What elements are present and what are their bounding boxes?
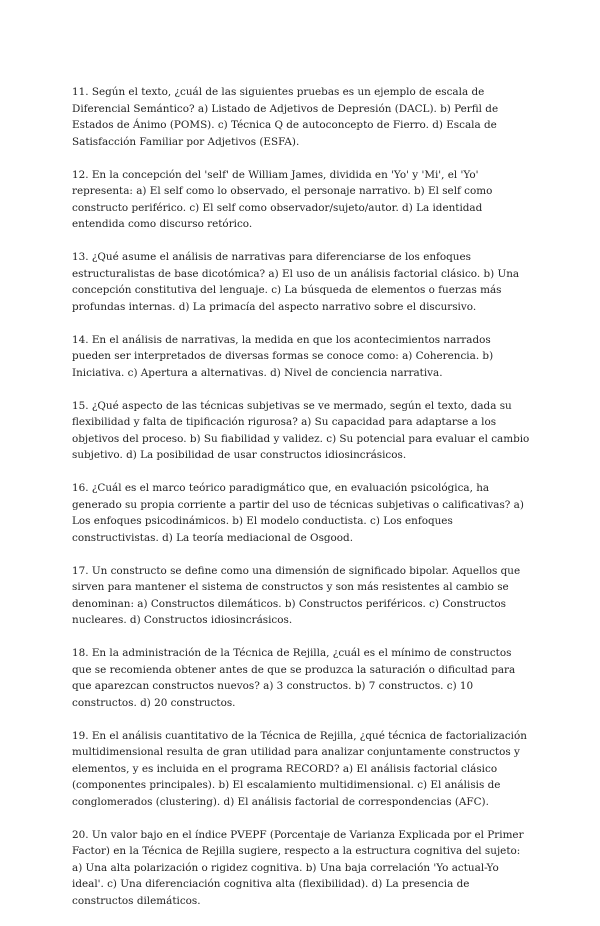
question-17: 17. Un constructo se define como una dimensión de significado bipolar. Aquellos que sirven para mantener el sistema de constructos y son más resistentes al cambio se denominan: a) Constructos dilemáticos. b) Constructos periféricos. c) Constructos nucleares. d) Constructos idiosincrásicos. bbox=[72, 564, 521, 626]
question-13: 13. ¿Qué asume el análisis de narrativas para diferenciarse de los enfoques estructuralistas de base dicotómica? a) El uso de un análisis factorial clásico. b) Una concepción constitutiva del lenguaje. c) La búsqueda de elementos o fuerzas más profundas internas. d) La primacía del aspecto narrativo sobre el discursivo. bbox=[72, 251, 520, 313]
question-19: 19. En el análisis cuantitativo de la Técnica de Rejilla, ¿qué técnica de factorialización multidimensional resulta de gran utilidad para analizar conjuntamente constructos y elementos, y es incluida en el programa RECORD? a) El análisis factorial clásico (componentes principales). b) El escalamiento multidimensional. c) El análisis de conglomerados (clustering). d) El análisis factorial de correspondencias (AFC). bbox=[72, 729, 527, 808]
question-16: 16. ¿Cuál es el marco teórico paradigmático que, en evaluación psicológica, ha generado su propia corriente a partir del uso de técnicas subjetivas o calificativas? a) Los enfoques psicodinámicos. b) El modelo conductista. c) Los enfoques constructivistas. d) La teoría mediacional de Osgood. bbox=[72, 482, 524, 544]
question-12: 12. En la concepción del 'self' de William James, dividida en 'Yo' y 'Mi', el 'Yo' representa: a) El self como lo observado, el personaje narrativo. b) El self como constructo periférico. c) El self como observador/sujeto/autor. d) La identidad entendida como discurso retórico. bbox=[72, 168, 493, 230]
document-page bbox=[72, 84, 532, 926]
question-11: 11. Según el texto, ¿cuál de las siguientes pruebas es un ejemplo de escala de Diferencial Semántico? a) Listado de Adjetivos de Depresión (DACL). b) Perfil de Estados de Ánimo (POMS). c) Técnica Q de autoconcepto de Fierro. d) Escala de Satisfacción Familiar por Adjetivos (ESFA). bbox=[72, 86, 499, 148]
question-15: 15. ¿Qué aspecto de las técnicas subjetivas se ve mermado, según el texto, dada su flexibilidad y falta de tipificación rigurosa? a) Su capacidad para adaptarse a los objetivos del proceso. b) Su fiabilidad y validez. c) Su potencial para evaluar el cambio subjetivo. d) La posibilidad de usar constructos idiosincrásicos. bbox=[72, 399, 530, 461]
question-20: 20. Un valor bajo en el índice PVEPF (Porcentaje de Varianza Explicada por el Primer Factor) en la Técnica de Rejilla sugiere, respecto a la estructura cognitiva del sujeto: a) Una alta polarización o rigidez cognitiva. b) Una baja correlación 'Yo actual-Yo ideal'. c) Una diferenciación cognitiva alta (flexibilidad). d) La presencia de constructos dilemáticos. bbox=[72, 828, 524, 907]
question-14: 14. En el análisis de narrativas, la medida en que los acontecimientos narrados pueden ser interpretados de diversas formas se conoce como: a) Coherencia. b) Iniciativa. c) Apertura a alternativas. d) Nivel de conciencia narrativa. bbox=[72, 333, 494, 379]
question-18: 18. En la administración de la Técnica de Rejilla, ¿cuál es el mínimo de constructos que se recomienda obtener antes de que se produzca la saturación o dificultad para que aparezcan constructos nuevos? a) 3 constructos. b) 7 constructos. c) 10 constructos. d) 20 constructos. bbox=[72, 647, 516, 709]
